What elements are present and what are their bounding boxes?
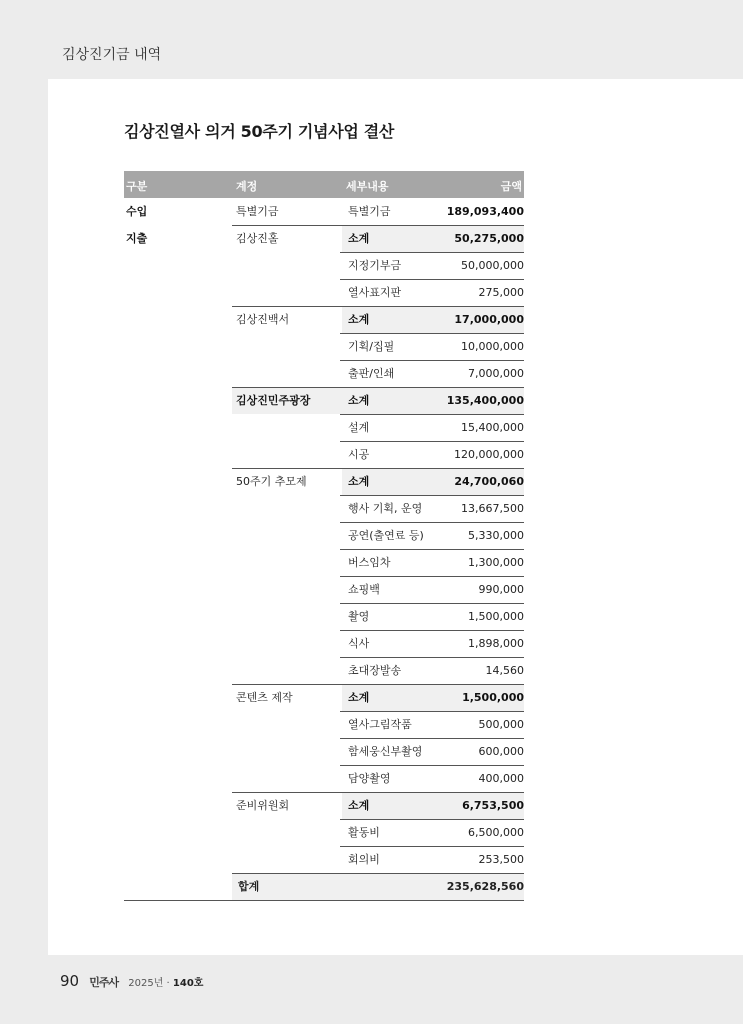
table-row [124,846,524,873]
cell-detail: 설계 [348,421,370,434]
table-bottom-rule [124,900,524,901]
cell-detail: 담양촬영 [348,772,391,785]
issue-info [128,978,203,989]
cell-account: 50주기 추모제 [236,475,307,488]
cell-detail: 지정기부금 [348,259,402,272]
cell-account: 콘텐츠 제작 [236,691,293,704]
cell-detail: 소계 [348,691,370,704]
cell-category [126,765,226,792]
table-row [124,549,524,576]
cell-account: 특별기금 [236,205,279,218]
cell-detail: 열사그림작품 [348,718,412,731]
table-row [124,468,524,495]
table-row [124,657,524,684]
cell-account [236,738,336,765]
table-row [124,765,524,792]
cell-detail: 소계 [348,232,370,245]
table-row [124,414,524,441]
table-row [124,279,524,306]
cell-category [126,549,226,576]
cell-category [126,792,226,819]
cell-amount: 14,560 [485,664,524,677]
cell-account [236,522,336,549]
table-row [124,819,524,846]
cell-detail: 시공 [348,448,370,461]
cell-account [236,657,336,684]
cell-detail: 쇼핑백 [348,583,380,596]
cell-amount: 275,000 [478,286,524,299]
cell-account [236,765,336,792]
total-label: 합계 [238,880,260,893]
cell-category [126,522,226,549]
cell-category: 수입 [126,205,148,218]
cell-amount: 1,500,000 [462,691,524,704]
table-row [124,603,524,630]
table-row [124,387,524,414]
table-row [124,792,524,819]
table-row [124,630,524,657]
table-row [124,252,524,279]
cell-detail: 활동비 [348,826,380,839]
cell-detail: 공연(출연료 등) [348,529,424,542]
cell-amount: 5,330,000 [468,529,524,542]
cell-account [236,360,336,387]
cell-category [126,333,226,360]
column-header-category: 구분 [126,180,148,193]
cell-amount: 50,275,000 [454,232,524,245]
issue-year: 2025년 · [128,978,170,989]
table-row [124,576,524,603]
content-panel [48,79,743,955]
cell-account [236,576,336,603]
cell-category [126,306,226,333]
cell-detail: 식사 [348,637,370,650]
column-header-detail: 세부내용 [346,180,389,193]
cell-detail: 소계 [348,313,370,326]
cell-category [126,738,226,765]
cell-amount: 1,300,000 [468,556,524,569]
cell-detail: 소계 [348,799,370,812]
cell-amount: 1,500,000 [468,610,524,623]
table-header [124,171,524,198]
table-row [124,495,524,522]
table-row [124,441,524,468]
cell-detail: 함세웅신부촬영 [348,745,423,758]
cell-account [236,549,336,576]
cell-detail: 촬영 [348,610,370,623]
cell-category [126,846,226,873]
cell-amount: 1,898,000 [468,637,524,650]
table-row [124,738,524,765]
cell-amount: 120,000,000 [454,448,524,461]
cell-amount: 50,000,000 [461,259,524,272]
cell-account [236,846,336,873]
cell-detail: 초대장발송 [348,664,402,677]
column-header-account: 계정 [236,180,258,193]
cell-detail: 소계 [348,394,370,407]
cell-account: 준비위원회 [236,799,290,812]
cell-amount: 17,000,000 [454,313,524,326]
cell-amount: 135,400,000 [446,394,524,407]
cell-amount: 7,000,000 [468,367,524,380]
cell-account [236,279,336,306]
section-header-title: 김상진기금 내역 [62,47,162,63]
cell-amount: 990,000 [478,583,524,596]
cell-detail: 소계 [348,475,370,488]
cell-account [236,441,336,468]
cell-amount: 400,000 [478,772,524,785]
cell-category [126,441,226,468]
cell-detail: 회의비 [348,853,380,866]
cell-category [126,576,226,603]
cell-detail: 열사표지판 [348,286,402,299]
cell-category [126,711,226,738]
cell-amount: 6,753,500 [462,799,524,812]
cell-account [236,603,336,630]
table-row [124,198,524,225]
column-header-amount: 금액 [500,180,522,193]
cell-category [126,603,226,630]
cell-account: 김상진민주광장 [236,394,311,407]
table-row [124,522,524,549]
cell-account: 김상진홀 [236,232,279,245]
cell-category [126,819,226,846]
cell-account [236,630,336,657]
magazine-logo: 민주사 [89,976,119,989]
issue-number: 140호 [172,978,204,989]
table-body [124,198,524,873]
cell-account [236,819,336,846]
cell-detail: 출판/인쇄 [348,367,395,380]
cell-amount: 6,500,000 [468,826,524,839]
table-total-row [124,873,524,900]
cell-category [126,468,226,495]
total-amount: 235,628,560 [446,880,524,893]
cell-account [236,495,336,522]
cell-category [126,252,226,279]
page-footer [60,972,203,990]
cell-account [236,711,336,738]
cell-detail: 행사 기획, 운영 [348,502,423,515]
cell-category [126,684,226,711]
table-row [124,306,524,333]
table-row [124,711,524,738]
cell-category [126,279,226,306]
cell-account: 김상진백서 [236,313,290,326]
cell-category [126,414,226,441]
cell-account [236,252,336,279]
cell-detail: 기획/집필 [348,340,395,353]
cell-account [236,333,336,360]
cell-amount: 600,000 [478,745,524,758]
cell-amount: 13,667,500 [461,502,524,515]
cell-category [126,657,226,684]
cell-detail: 특별기금 [348,205,391,218]
cell-amount: 10,000,000 [461,340,524,353]
table-row [124,684,524,711]
table-row [124,333,524,360]
cell-amount: 500,000 [478,718,524,731]
table-row [124,225,524,252]
cell-amount: 24,700,060 [454,475,524,488]
settlement-table [124,171,524,900]
cell-detail: 버스임차 [348,556,391,569]
cell-category [126,630,226,657]
cell-amount: 15,400,000 [461,421,524,434]
cell-category [126,387,226,414]
cell-amount: 189,093,400 [446,205,524,218]
page-number: 90 [60,972,80,990]
cell-category: 지출 [126,232,148,245]
table-row [124,360,524,387]
cell-category [126,360,226,387]
cell-account [236,414,336,441]
document-title: 김상진열사 의거 50주기 기념사업 결산 [124,122,395,141]
cell-category [126,495,226,522]
cell-amount: 253,500 [478,853,524,866]
